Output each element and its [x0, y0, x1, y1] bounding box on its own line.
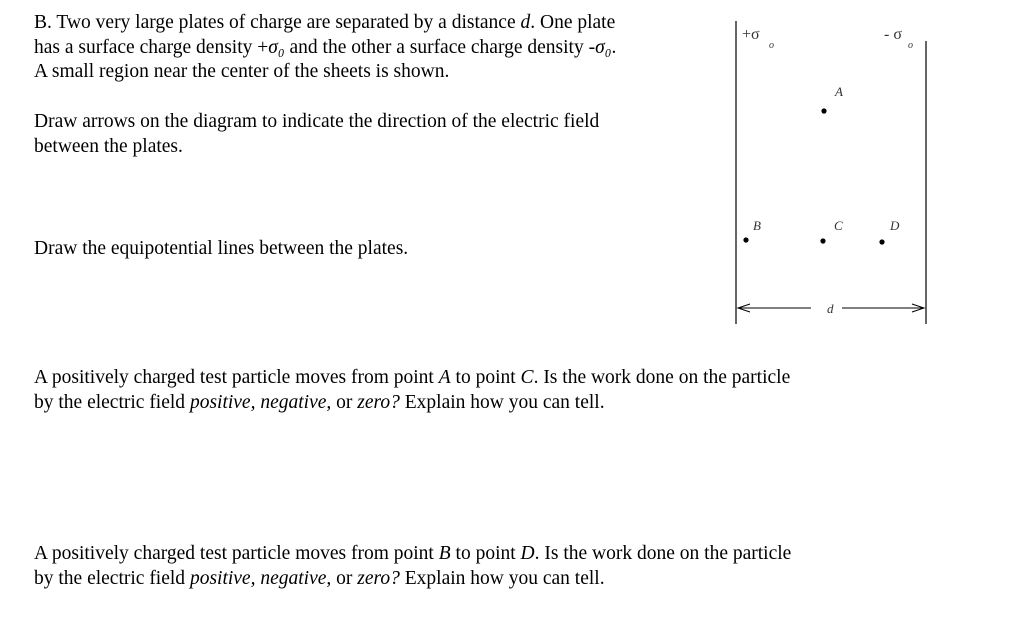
- bd-line2-text: by the electric field: [34, 567, 190, 589]
- point-b-dot: [743, 237, 748, 242]
- ac-line2-end: Explain how you can tell.: [399, 391, 605, 413]
- point-c-dot: [820, 238, 825, 243]
- point-a-label: A: [835, 84, 843, 99]
- negative-plate-subscript: o: [908, 40, 913, 51]
- equipotential-line1: Draw the equipotential lines between the plates.: [34, 238, 409, 259]
- bd-line1-end: . Is the work done on the particle: [534, 543, 792, 564]
- intro-line2-text: has a surface charge density +: [34, 36, 269, 58]
- arrows-line2: between the plates.: [34, 135, 183, 157]
- bd-point-b: B: [438, 543, 451, 564]
- ac-line1-mid: to point: [450, 367, 521, 388]
- sigma-positive-symbol: σ₀: [268, 36, 285, 58]
- positive-plate-label: +σ: [742, 26, 760, 43]
- bd-options: positive, negative,: [189, 567, 332, 589]
- point-b-label: B: [753, 218, 761, 233]
- bd-point-d: D: [520, 543, 535, 564]
- distance-label: d: [827, 301, 834, 316]
- ac-line2-text: by the electric field: [34, 391, 190, 413]
- intro-line2-mid: and the other a surface charge density -: [284, 36, 596, 58]
- point-d-label: D: [890, 218, 900, 233]
- parallel-plates-diagram: [726, 15, 946, 335]
- ac-point-c: C: [520, 367, 534, 388]
- sigma-negative-symbol: σ₀: [595, 36, 612, 58]
- intro-line1-text: B. Two very large plates of charge are separated by a distance: [34, 12, 521, 33]
- positive-plate-subscript: o: [769, 40, 774, 51]
- intro-line2-end: .: [611, 36, 617, 58]
- bd-line1-mid: to point: [450, 543, 521, 564]
- ac-line1-end: . Is the work done on the particle: [533, 367, 791, 388]
- ac-zero: zero?: [357, 391, 400, 413]
- arrows-line1: Draw arrows on the diagram to indicate the direction of the electric field: [34, 111, 600, 132]
- bd-line2-end: Explain how you can tell.: [399, 567, 605, 589]
- work-b-to-d-question: [34, 542, 791, 591]
- ac-line2-or: or: [331, 391, 358, 413]
- point-a-dot: [821, 108, 826, 113]
- bd-line2-or: or: [331, 567, 358, 589]
- point-c-label: C: [834, 218, 843, 233]
- point-d-dot: [879, 239, 884, 244]
- distance-symbol: d: [520, 12, 531, 33]
- equipotential-instruction: [34, 237, 408, 262]
- bd-line1-text: A positively charged test particle moves from point: [34, 543, 439, 564]
- field-arrows-instruction: [34, 110, 599, 159]
- intro-line1-end: . One plate: [530, 12, 616, 33]
- intro-line3-text: A small region near the center of the sheets is shown.: [34, 61, 450, 82]
- negative-plate-label: - σ: [884, 26, 902, 43]
- ac-line1-text: A positively charged test particle moves from point: [34, 367, 439, 388]
- work-a-to-c-question: [34, 366, 790, 415]
- ac-point-a: A: [438, 367, 451, 388]
- bd-zero: zero?: [357, 567, 400, 589]
- question-intro: [34, 11, 616, 85]
- ac-options: positive, negative,: [189, 391, 332, 413]
